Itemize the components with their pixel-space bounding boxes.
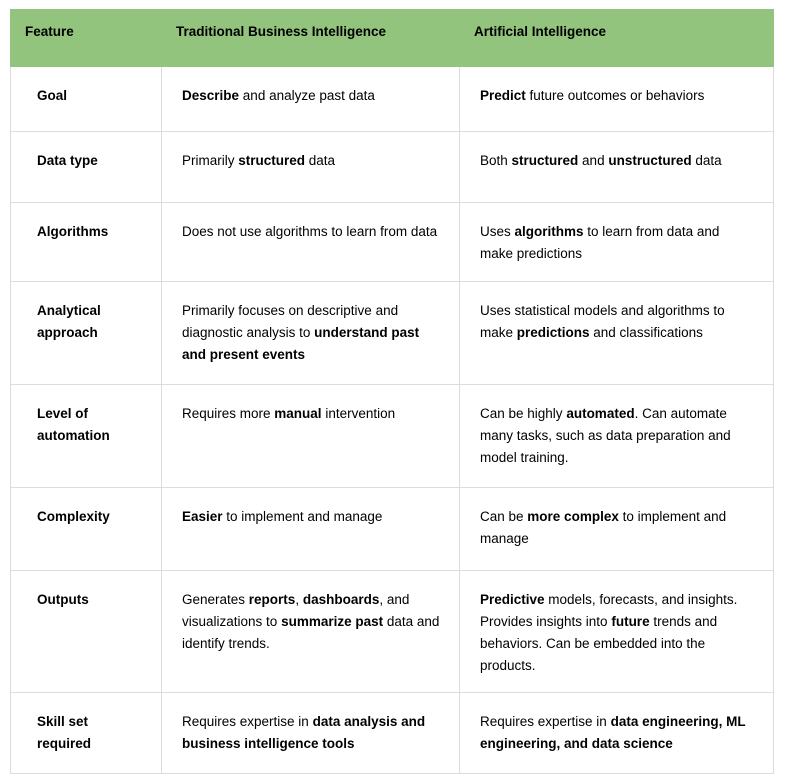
emphasis-text: Easier xyxy=(182,509,223,524)
emphasis-text: summarize past xyxy=(281,613,384,629)
body-text: and classifications xyxy=(589,324,703,340)
body-text: Requires expertise in xyxy=(182,714,313,730)
emphasis-text: data analysis and business intelligence tools xyxy=(182,714,426,752)
table-row xyxy=(11,282,774,385)
body-text: Can be xyxy=(480,509,528,524)
emphasis-text: Describe xyxy=(182,88,240,103)
feature-label-skill: Skill set required xyxy=(11,693,162,774)
body-text: models, forecasts, and insights. Provides insights into xyxy=(480,592,738,629)
emphasis-text: data engineering, ML engineering, and data science xyxy=(480,714,746,752)
emphasis-text: manual xyxy=(274,406,322,421)
cell-traditional-bi-skill xyxy=(162,693,460,774)
cell-traditional-bi-complexity xyxy=(162,488,460,571)
cell-traditional-bi-goal xyxy=(162,67,460,132)
feature-label-algorithms: Algorithms xyxy=(11,203,162,282)
cell-traditional-bi-analytical xyxy=(162,282,460,385)
table-row xyxy=(11,571,774,693)
emphasis-text: more complex xyxy=(527,509,619,524)
cell-artificial-intelligence-goal xyxy=(460,67,774,132)
feature-label-complexity: Complexity xyxy=(11,488,162,571)
body-text: Generates xyxy=(182,592,249,607)
table-row xyxy=(11,488,774,571)
body-text: Uses statistical models and algorithms to make xyxy=(480,303,725,340)
emphasis-text: predictions xyxy=(516,324,590,340)
comparison-table xyxy=(10,9,774,774)
body-text: and analyze past data xyxy=(239,88,375,103)
feature-label-outputs: Outputs xyxy=(11,571,162,693)
emphasis-text: structured xyxy=(238,153,306,168)
emphasis-text: algorithms xyxy=(514,224,584,239)
body-text: , xyxy=(295,592,303,607)
body-text: and xyxy=(578,153,609,168)
cell-artificial-intelligence-automation xyxy=(460,385,774,488)
cell-artificial-intelligence-analytical xyxy=(460,282,774,385)
column-header-artificial-intelligence: Artificial Intelligence xyxy=(460,10,774,67)
cell-traditional-bi-data-type xyxy=(162,132,460,203)
cell-artificial-intelligence-complexity xyxy=(460,488,774,571)
body-text: . Can automate many tasks, such as data preparation and model training. xyxy=(480,406,731,465)
body-text: , and visualizations to xyxy=(182,592,410,629)
emphasis-text: Predictive xyxy=(480,592,545,607)
table-row xyxy=(11,67,774,132)
table-row xyxy=(11,693,774,774)
cell-traditional-bi-automation xyxy=(162,385,460,488)
body-text: Requires more xyxy=(182,406,275,421)
body-text: Primarily focuses on descriptive and diagnostic analysis to xyxy=(182,303,399,340)
body-text: future outcomes or behaviors xyxy=(525,88,705,103)
emphasis-text: understand past and present events xyxy=(182,324,420,362)
cell-traditional-bi-algorithms xyxy=(162,203,460,282)
cell-traditional-bi-outputs xyxy=(162,571,460,693)
column-header-feature: Feature xyxy=(11,10,162,67)
body-text: to implement and manage xyxy=(480,509,727,546)
body-text: Requires expertise in xyxy=(480,714,611,730)
emphasis-text: structured xyxy=(511,153,579,168)
body-text: data xyxy=(305,153,336,168)
feature-label-data-type: Data type xyxy=(11,132,162,203)
emphasis-text: dashboards xyxy=(302,592,380,607)
table-header-row xyxy=(11,10,774,67)
table-body xyxy=(11,67,774,774)
column-header-traditional-bi: Traditional Business Intelligence xyxy=(162,10,460,67)
feature-label-goal: Goal xyxy=(11,67,162,132)
comparison-table-container xyxy=(10,9,773,774)
emphasis-text: Predict xyxy=(480,88,526,103)
body-text: Both xyxy=(480,153,512,168)
body-text: Primarily xyxy=(182,153,239,168)
cell-artificial-intelligence-outputs xyxy=(460,571,774,693)
emphasis-text: automated xyxy=(566,406,635,421)
body-text: data xyxy=(691,153,722,168)
emphasis-text: unstructured xyxy=(608,153,692,168)
table-row xyxy=(11,132,774,203)
body-text: intervention xyxy=(321,406,396,421)
body-text: data and identify trends. xyxy=(182,613,440,651)
table-row xyxy=(11,203,774,282)
body-text: Does not use algorithms to learn from data xyxy=(182,224,438,239)
body-text: Uses xyxy=(480,224,515,239)
body-text: Can be highly xyxy=(480,406,567,421)
cell-artificial-intelligence-data-type xyxy=(460,132,774,203)
body-text: to learn from data and make predictions xyxy=(480,224,720,261)
emphasis-text: reports xyxy=(248,592,296,607)
cell-artificial-intelligence-algorithms xyxy=(460,203,774,282)
body-text: trends and behaviors. Can be embedded into the products. xyxy=(480,613,718,673)
cell-artificial-intelligence-skill xyxy=(460,693,774,774)
feature-label-automation: Level of automation xyxy=(11,385,162,488)
emphasis-text: future xyxy=(611,613,650,629)
body-text: to implement and manage xyxy=(222,509,383,524)
table-row xyxy=(11,385,774,488)
table-header xyxy=(11,10,774,67)
feature-label-analytical: Analytical approach xyxy=(11,282,162,385)
